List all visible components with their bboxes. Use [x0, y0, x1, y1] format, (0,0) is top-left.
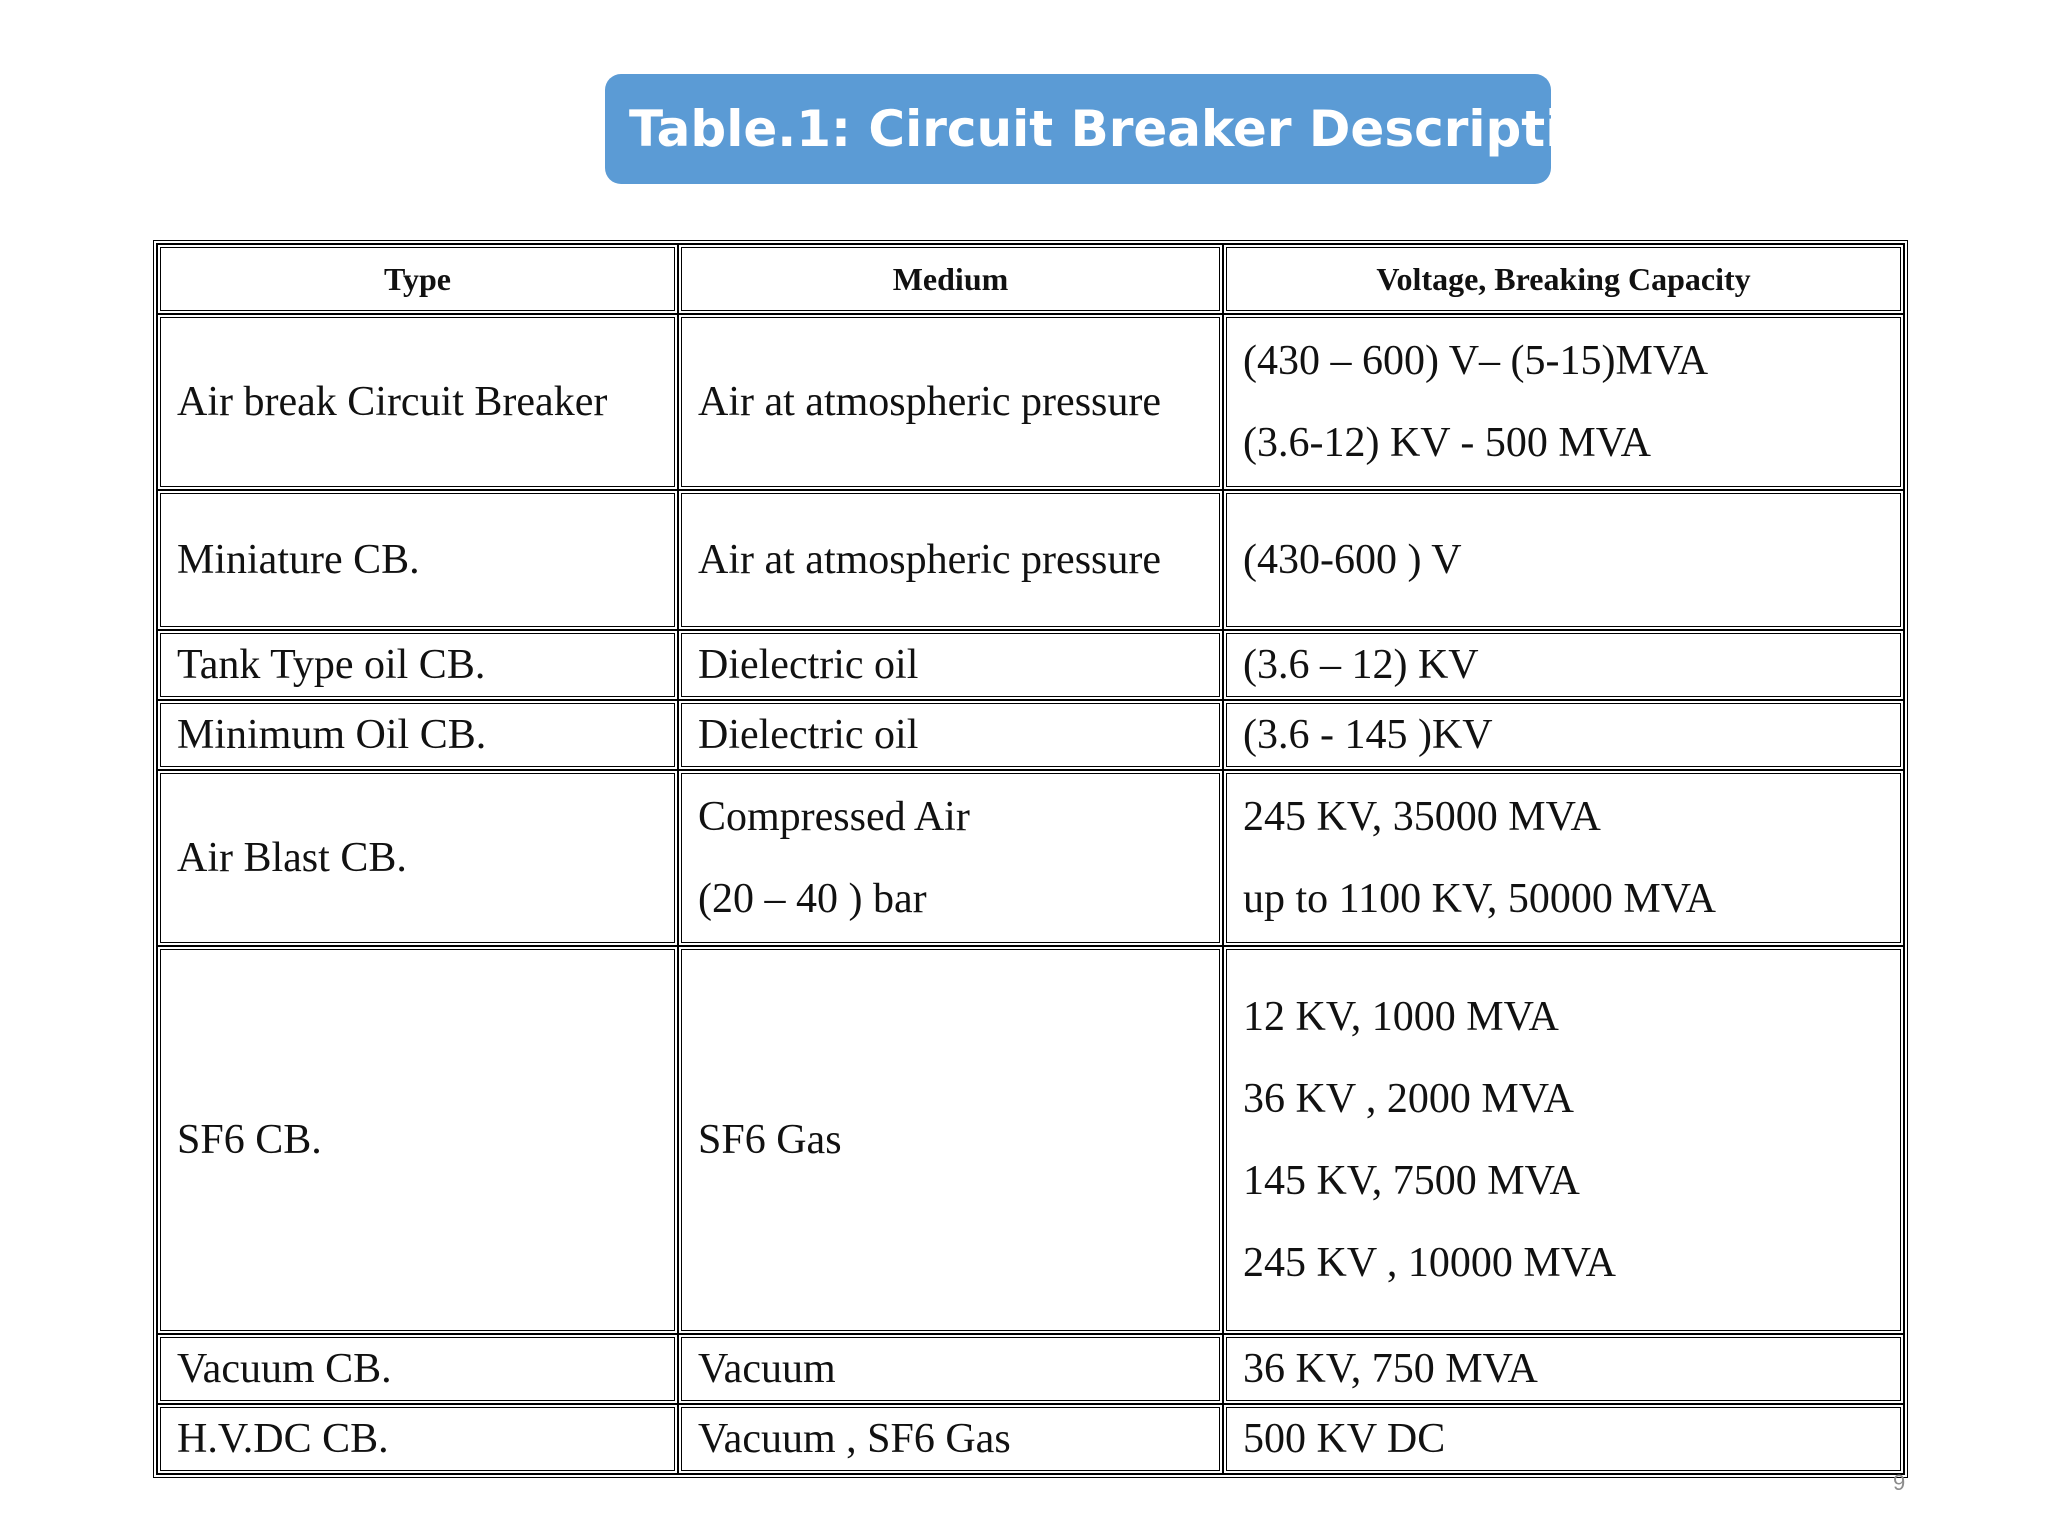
cell-medium: [678, 1334, 1223, 1404]
table-row: [157, 630, 1904, 700]
cell-text: 12 KV, 1000 MVA: [1243, 994, 1559, 1040]
table-row: [157, 700, 1904, 770]
cell-text: Dielectric oil: [698, 712, 919, 758]
cell-medium: [678, 770, 1223, 946]
cell-text: Dielectric oil: [698, 642, 919, 688]
cell-voltage: [1223, 314, 1904, 490]
cell-text: Miniature CB.: [177, 537, 420, 583]
cell-text: Vacuum , SF6 Gas: [698, 1416, 1011, 1462]
cell-voltage: [1223, 490, 1904, 630]
cell-medium: [678, 700, 1223, 770]
cell-type: [157, 700, 678, 770]
cell-voltage: [1223, 946, 1904, 1334]
cell-voltage: [1223, 1404, 1904, 1474]
table-row: [157, 314, 1904, 490]
table-row: [157, 1334, 1904, 1404]
cell-text: (3.6 - 145 )KV: [1243, 712, 1493, 758]
cell-text: (3.6-12) KV - 500 MVA: [1243, 420, 1651, 466]
cell-text: Air Blast CB.: [177, 835, 407, 881]
table-row: [157, 770, 1904, 946]
cell-medium: [678, 630, 1223, 700]
cell-type: [157, 314, 678, 490]
cell-medium: [678, 946, 1223, 1334]
cell-medium: [678, 314, 1223, 490]
cell-voltage: [1223, 630, 1904, 700]
page-number: 9: [1893, 1470, 1906, 1495]
cell-text: (430 – 600) V– (5-15)MVA: [1243, 338, 1709, 384]
circuit-breaker-table: [153, 240, 1908, 1478]
cell-text: SF6 Gas: [698, 1117, 842, 1163]
column-header-medium: Medium: [678, 244, 1223, 314]
cell-text: Minimum Oil CB.: [177, 712, 487, 758]
cell-text: up to 1100 KV, 50000 MVA: [1243, 876, 1716, 922]
cell-text: (20 – 40 ) bar: [698, 876, 927, 922]
cell-text: Tank Type oil CB.: [177, 642, 486, 688]
cell-text: Air break Circuit Breaker: [177, 379, 608, 425]
cell-text: Vacuum: [698, 1346, 836, 1392]
column-header-voltage: Voltage, Breaking Capacity: [1223, 244, 1904, 314]
cell-voltage: [1223, 700, 1904, 770]
cell-type: [157, 770, 678, 946]
table-title: Table.1: Circuit Breaker Description: [605, 74, 1551, 184]
column-header-type: Type: [157, 244, 678, 314]
cell-medium: [678, 1404, 1223, 1474]
circuit-breaker-table-container: [153, 240, 1900, 1478]
cell-text: Air at atmospheric pressure: [698, 537, 1162, 583]
table-row: [157, 1404, 1904, 1474]
table-row: [157, 946, 1904, 1334]
cell-text: 245 KV , 10000 MVA: [1243, 1240, 1616, 1286]
cell-text: SF6 CB.: [177, 1117, 322, 1163]
cell-text: 145 KV, 7500 MVA: [1243, 1158, 1580, 1204]
cell-type: [157, 630, 678, 700]
cell-medium: [678, 490, 1223, 630]
cell-text: 36 KV, 750 MVA: [1243, 1346, 1538, 1392]
cell-type: [157, 1334, 678, 1404]
cell-text: H.V.DC CB.: [177, 1416, 389, 1462]
table-row: [157, 490, 1904, 630]
cell-text: 36 KV , 2000 MVA: [1243, 1076, 1574, 1122]
cell-voltage: [1223, 1334, 1904, 1404]
cell-text: (3.6 – 12) KV: [1243, 642, 1479, 688]
cell-type: [157, 490, 678, 630]
cell-text: (430-600 ) V: [1243, 537, 1462, 583]
table-header-row: [157, 244, 1904, 314]
cell-text: Compressed Air: [698, 794, 970, 840]
cell-text: Air at atmospheric pressure: [698, 379, 1162, 425]
cell-type: [157, 1404, 678, 1474]
cell-text: Vacuum CB.: [177, 1346, 392, 1392]
cell-text: 500 KV DC: [1243, 1416, 1446, 1462]
cell-voltage: [1223, 770, 1904, 946]
cell-text: 245 KV, 35000 MVA: [1243, 794, 1601, 840]
cell-type: [157, 946, 678, 1334]
